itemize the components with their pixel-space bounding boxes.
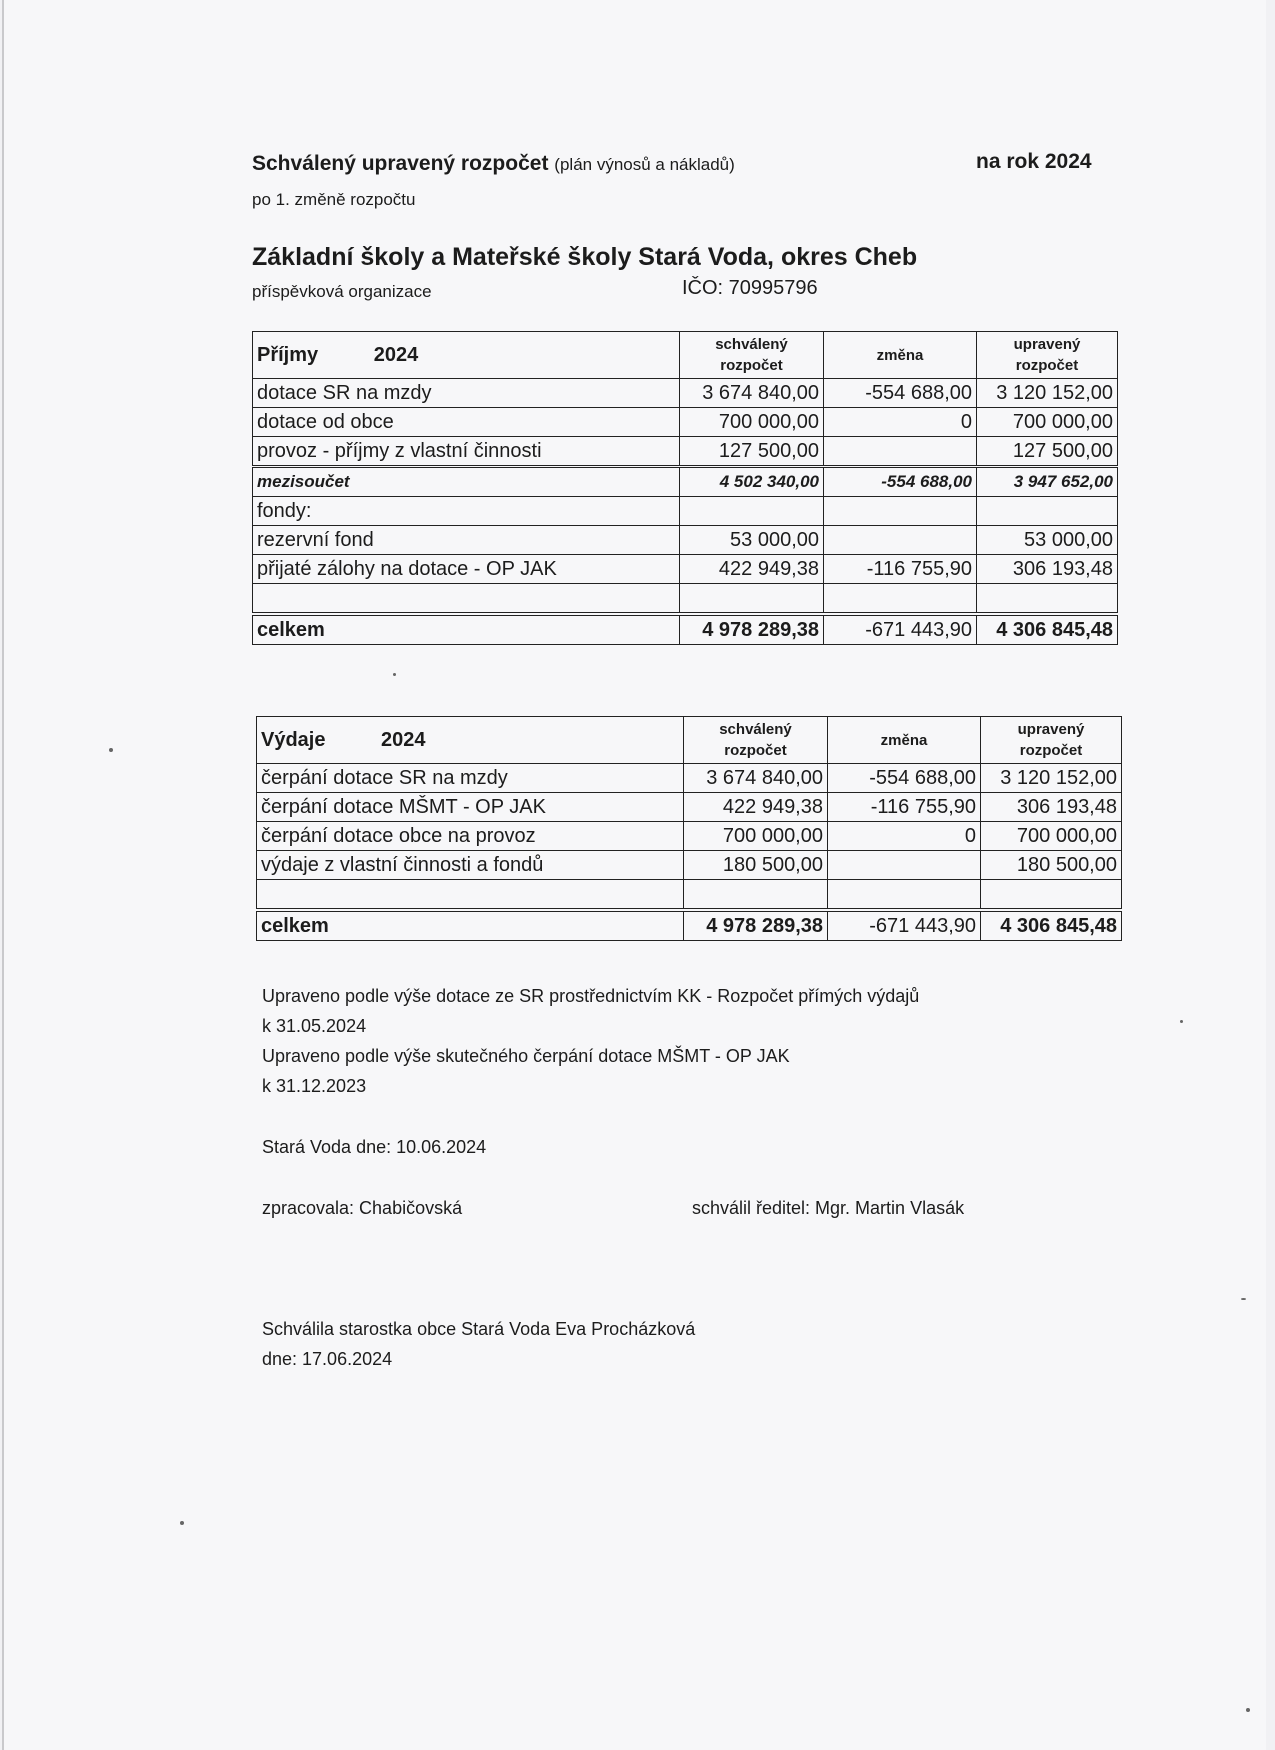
empty-cell xyxy=(824,584,977,615)
col-approved-l2: rozpočet xyxy=(724,742,787,759)
table-row xyxy=(257,764,1122,793)
title-suffix: (plán výnosů a nákladů) xyxy=(554,155,735,174)
empty-cell xyxy=(684,880,828,911)
row-change: -554 688,00 xyxy=(828,764,981,793)
note-line: Upraveno podle výše dotace ze SR prostřednictvím KK - Rozpočet přímých výdajů xyxy=(262,986,920,1006)
title-main: Schválený upravený rozpočet xyxy=(252,152,549,175)
scan-speck xyxy=(1246,1708,1250,1712)
col-approved-l1: schválený xyxy=(719,721,792,738)
row-approved: 3 674 840,00 xyxy=(680,379,824,408)
approved-mayor-date: dne: 17.06.2024 xyxy=(262,1349,393,1369)
col-adjusted-l1: upravený xyxy=(1013,336,1081,353)
subtotal-adjusted: 3 947 652,00 xyxy=(977,467,1118,497)
total-adjusted: 4 306 845,48 xyxy=(981,910,1122,941)
income-header-year: 2024 xyxy=(373,343,419,366)
scan-speck xyxy=(393,673,396,676)
row-approved: 700 000,00 xyxy=(684,822,828,851)
empty-cell xyxy=(680,584,824,615)
scan-speck xyxy=(109,748,113,752)
subtotal-approved: 4 502 340,00 xyxy=(680,467,824,497)
row-change xyxy=(828,851,981,880)
empty-cell xyxy=(253,584,680,615)
row-approved: 700 000,00 xyxy=(680,408,824,437)
expense-col-adjusted xyxy=(981,717,1122,764)
table-row xyxy=(253,526,1118,555)
row-adjusted: 306 193,48 xyxy=(977,555,1118,584)
empty-row xyxy=(253,584,1118,615)
row-approved: 3 674 840,00 xyxy=(684,764,828,793)
scan-speck xyxy=(180,1521,184,1525)
subtotal-label: mezisoučet xyxy=(253,467,680,497)
empty-cell xyxy=(977,584,1118,615)
expense-table-header xyxy=(257,717,1122,764)
income-table-header xyxy=(253,332,1118,379)
empty-row xyxy=(257,880,1122,911)
income-header-title: Příjmy xyxy=(257,343,319,366)
expense-header-year: 2024 xyxy=(381,728,426,751)
income-header-label xyxy=(253,332,680,379)
expense-header-title: Výdaje xyxy=(261,728,326,751)
note-line: k 31.05.2024 xyxy=(262,1016,367,1036)
table-row xyxy=(257,793,1122,822)
row-label: přijaté zálohy na dotace - OP JAK xyxy=(253,555,680,584)
organization-name: Základní školy a Mateřské školy Stará Voda, okres Cheb xyxy=(252,243,918,271)
table-row xyxy=(253,555,1118,584)
total-change: -671 443,90 xyxy=(828,910,981,941)
row-label: čerpání dotace MŠMT - OP JAK xyxy=(257,793,684,822)
place-date: Stará Voda dne: 10.06.2024 xyxy=(262,1137,487,1157)
row-adjusted: 127 500,00 xyxy=(977,437,1118,467)
row-adjusted: 306 193,48 xyxy=(981,793,1122,822)
table-row xyxy=(253,408,1118,437)
col-adjusted-l1: upravený xyxy=(1017,721,1085,738)
empty-cell xyxy=(828,880,981,911)
col-approved-l2: rozpočet xyxy=(720,357,783,374)
income-col-adjusted xyxy=(977,332,1118,379)
row-change: -116 755,90 xyxy=(828,793,981,822)
col-approved-l1: schválený xyxy=(715,336,788,353)
row-adjusted: 53 000,00 xyxy=(977,526,1118,555)
row-change: 0 xyxy=(828,822,981,851)
year-label: na rok 2024 xyxy=(976,150,1092,173)
row-label: čerpání dotace SR na mzdy xyxy=(257,764,684,793)
col-adjusted-l2: rozpočet xyxy=(1019,742,1083,759)
row-change: -554 688,00 xyxy=(824,379,977,408)
row-change: 0 xyxy=(824,408,977,437)
expense-col-approved xyxy=(684,717,828,764)
total-row xyxy=(253,614,1118,645)
total-approved: 4 978 289,38 xyxy=(680,614,824,645)
row-approved: 180 500,00 xyxy=(684,851,828,880)
total-change: -671 443,90 xyxy=(824,614,977,645)
row-label: rezervní fond xyxy=(253,526,680,555)
document-page xyxy=(2,0,1266,1750)
note-line: k 31.12.2023 xyxy=(262,1076,367,1096)
row-adjusted: 3 120 152,00 xyxy=(981,764,1122,793)
row-adjusted: 3 120 152,00 xyxy=(977,379,1118,408)
table-row xyxy=(257,851,1122,880)
subtotal-change: -554 688,00 xyxy=(824,467,977,497)
organization-type: příspěvková organizace xyxy=(252,282,432,301)
note-line: Upraveno podle výše skutečného čerpání dotace MŠMT - OP JAK xyxy=(262,1046,790,1066)
col-adjusted-l2: rozpočet xyxy=(1015,357,1079,374)
row-change: -116 755,90 xyxy=(824,555,977,584)
total-adjusted: 4 306 845,48 xyxy=(977,614,1118,645)
row-approved: 127 500,00 xyxy=(680,437,824,467)
income-table xyxy=(252,331,1118,645)
table-row xyxy=(253,379,1118,408)
empty-cell xyxy=(824,497,977,526)
empty-cell xyxy=(981,880,1122,911)
scan-speck xyxy=(1241,1298,1246,1300)
funds-row xyxy=(253,497,1118,526)
income-col-change: změna xyxy=(824,332,977,379)
row-approved: 422 949,38 xyxy=(680,555,824,584)
ico-number: IČO: 70995796 xyxy=(682,277,818,299)
notes-block xyxy=(262,981,919,1101)
document-title xyxy=(252,152,735,176)
row-adjusted: 700 000,00 xyxy=(981,822,1122,851)
row-adjusted: 700 000,00 xyxy=(977,408,1118,437)
row-label: dotace od obce xyxy=(253,408,680,437)
row-change xyxy=(824,526,977,555)
subtotal-row xyxy=(253,467,1118,497)
row-label: provoz - příjmy z vlastní činnosti xyxy=(253,437,680,467)
table-row xyxy=(257,822,1122,851)
total-row xyxy=(257,910,1122,941)
row-approved: 422 949,38 xyxy=(684,793,828,822)
table-row xyxy=(253,437,1118,467)
row-adjusted: 180 500,00 xyxy=(981,851,1122,880)
total-label: celkem xyxy=(253,614,680,645)
expense-col-change: změna xyxy=(828,717,981,764)
income-col-approved xyxy=(680,332,824,379)
empty-cell xyxy=(680,497,824,526)
subtitle: po 1. změně rozpočtu xyxy=(252,190,416,209)
approved-mayor: Schválila starostka obce Stará Voda Eva Procházková xyxy=(262,1319,696,1339)
expense-table xyxy=(256,716,1122,941)
row-label: dotace SR na mzdy xyxy=(253,379,680,408)
approved-director: schválil ředitel: Mgr. Martin Vlasák xyxy=(692,1198,965,1218)
funds-label: fondy: xyxy=(253,497,680,526)
prepared-by: zpracovala: Chabičovská xyxy=(262,1198,463,1218)
total-approved: 4 978 289,38 xyxy=(684,910,828,941)
empty-cell xyxy=(257,880,684,911)
row-label: čerpání dotace obce na provoz xyxy=(257,822,684,851)
empty-cell xyxy=(977,497,1118,526)
expense-header-label xyxy=(257,717,684,764)
total-label: celkem xyxy=(257,910,684,941)
row-change xyxy=(824,437,977,467)
row-label: výdaje z vlastní činnosti a fondů xyxy=(257,851,684,880)
scan-speck xyxy=(1180,1020,1183,1023)
row-approved: 53 000,00 xyxy=(680,526,824,555)
